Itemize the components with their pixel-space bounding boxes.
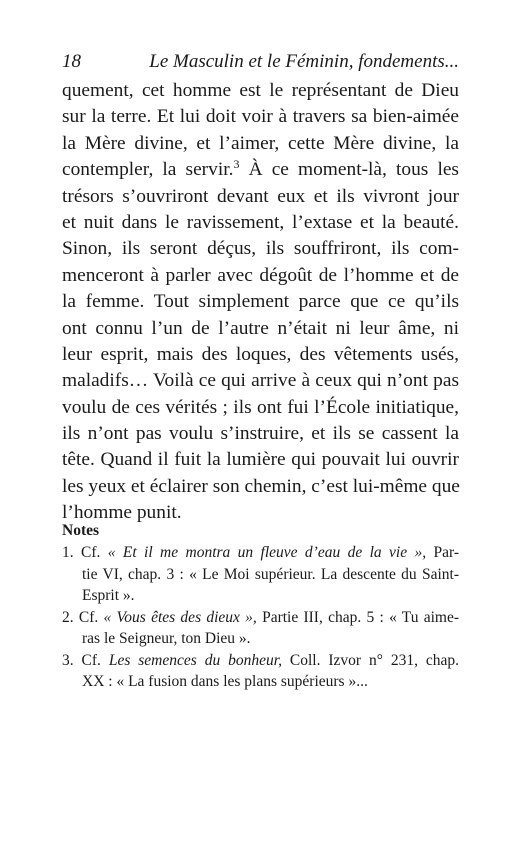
- footnote-line: [62, 542, 459, 564]
- footnote-title: Les semences du bonheur,: [108, 651, 282, 669]
- footnote-title: « Et il me montra un fleuve d’eau de la vie »,: [107, 544, 427, 561]
- footnote-line: ras le Seigneur, ton Dieu ».: [82, 630, 251, 647]
- body-line-last: l’homme punit.: [62, 502, 182, 524]
- body-line: Sinon, ils seront déçus, ils souffriront, ils com-: [62, 238, 459, 260]
- body-text: [62, 78, 459, 527]
- footnote-line: Esprit ».: [82, 587, 135, 604]
- body-line: maladifs… Voilà ce qui arrive à ceux qui n’ont pas: [62, 370, 459, 392]
- footnote-prefix: 3. Cf.: [62, 651, 109, 669]
- page-number: 18: [62, 51, 81, 72]
- footnote-ref: 3: [233, 157, 240, 172]
- body-line: voulu de ces vérités ; ils ont fui l’École initiatique,: [62, 396, 459, 418]
- body-line: ont connu l’un de l’autre n’était ni leur âme, ni: [62, 317, 459, 339]
- body-line: trésors s’ouvriront devant eux et ils vivront jour: [62, 185, 459, 207]
- footnotes: [62, 520, 459, 693]
- notes-heading: Notes: [62, 522, 100, 539]
- footnote-3: [62, 650, 459, 693]
- body-line: [62, 157, 459, 183]
- body-line-segment: À ce moment-là, tous les: [239, 159, 459, 181]
- footnote-line: [62, 607, 459, 629]
- footnote-text: Coll. Izvor n° 231, chap.: [281, 651, 459, 669]
- footnote-prefix: 1. Cf.: [62, 544, 108, 561]
- footnote-line: [62, 650, 459, 672]
- body-line-segment: contempler, la servir.: [62, 159, 234, 181]
- running-title: Le Masculin et le Féminin, fondements...: [149, 51, 459, 72]
- body-line: la Mère divine, et l’aimer, cette Mère divine, la: [62, 132, 459, 154]
- body-line: et nuit dans le ravissement, l’extase et la beauté.: [62, 211, 459, 233]
- footnote-1: [62, 542, 459, 607]
- footnote-title: « Vous êtes des dieux »,: [103, 608, 257, 626]
- body-line: la femme. Tout simplement parce que ce qu’ils: [62, 291, 459, 313]
- footnote-2: [62, 607, 459, 650]
- footnote-line: tie VI, chap. 3 : « Le Moi supérieur. La descente du Saint-: [82, 565, 459, 583]
- running-header: [62, 50, 459, 74]
- body-line: leur esprit, mais des loques, des vêtements usés,: [62, 343, 459, 365]
- footnote-line: XX : « La fusion dans les plans supérieurs »...: [82, 673, 368, 690]
- body-line: sur la terre. Et lui doit voir à travers sa bien-aimée: [62, 106, 459, 128]
- footnote-text: Par-: [426, 544, 460, 561]
- footnote-text: Partie III, chap. 5 : « Tu aime-: [256, 608, 460, 626]
- footnote-prefix: 2. Cf.: [62, 608, 104, 626]
- body-line: ils n’ont pas voulu s’instruire, et ils se cassent la: [62, 423, 459, 445]
- body-line: les yeux et éclairer son chemin, c’est lui-même que: [62, 475, 460, 497]
- body-line: menceront à parler avec dégoût de l’homme et de: [62, 264, 459, 286]
- body-line: quement, cet homme est le représentant de Dieu: [62, 80, 459, 101]
- body-line: tête. Quand il fuit la lumière qui pouvait lui ouvrir: [62, 449, 459, 471]
